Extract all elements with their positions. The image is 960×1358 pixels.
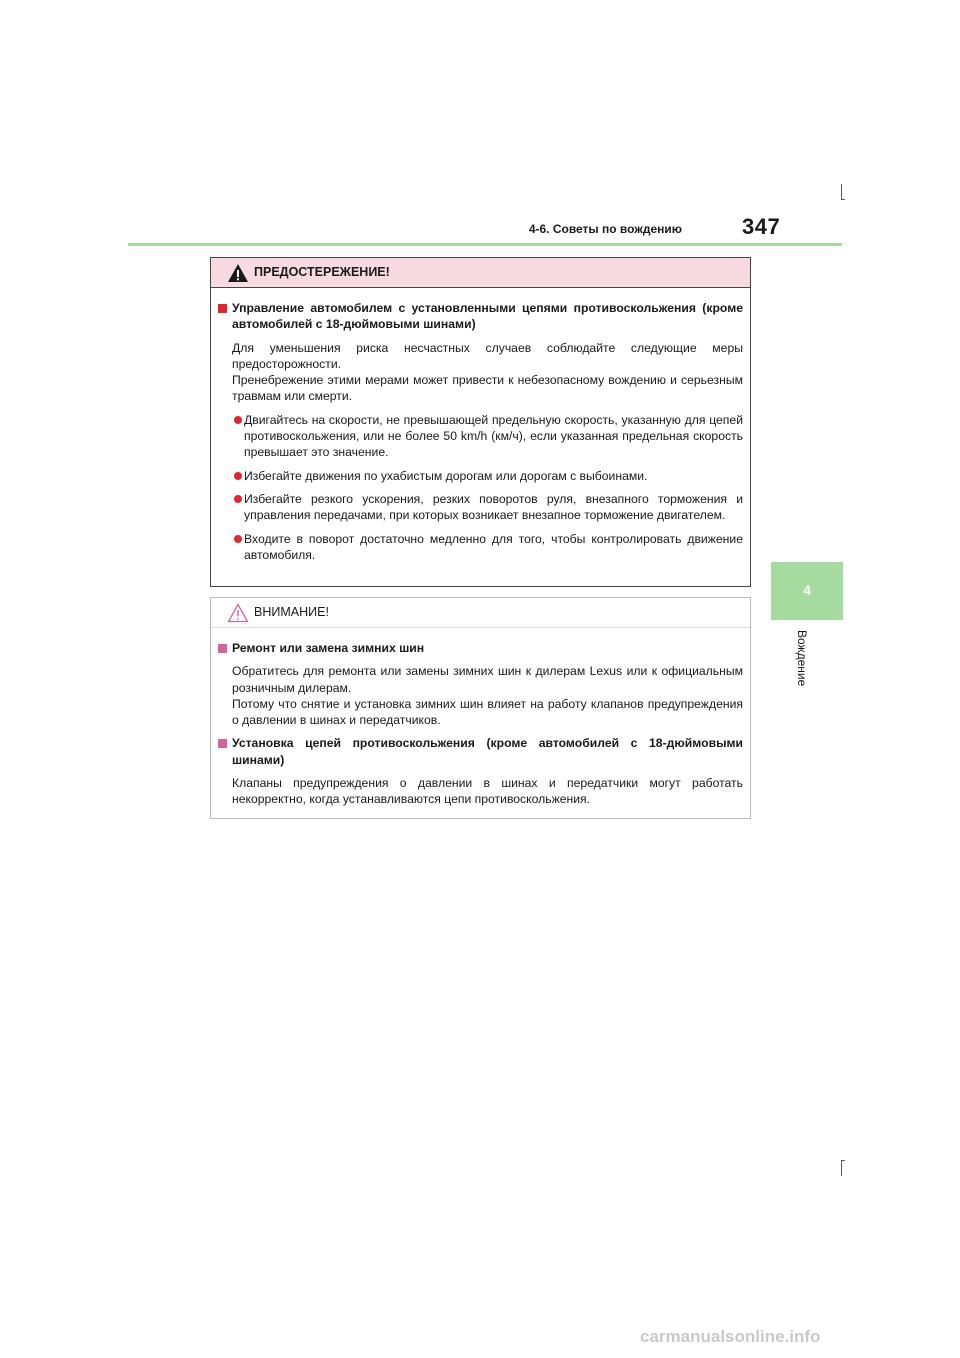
warning-box-body: [211, 288, 750, 563]
warning-bullet: Избегайте движения по ухабистым дорогам или дорогам с выбоинами.: [218, 468, 743, 484]
watermark: carmanualsonline.info: [640, 1327, 821, 1346]
crop-mark: [841, 1160, 845, 1161]
caution-subheading: Ремонт или замена зимних шин: [218, 640, 743, 656]
caution-box-body: [211, 628, 750, 808]
caution-box-header: [211, 598, 750, 628]
page-number: 347: [742, 214, 781, 239]
red-bullet-icon: [234, 535, 242, 543]
red-square-icon: [218, 304, 227, 313]
warning-bullet: Избегайте резкого ускорения, резких поворотов руля, внезапного торможения и управления передачами, при которых возникает внезапное торможение двигателем.: [218, 491, 743, 524]
caution-triangle-icon: [227, 603, 249, 623]
section-title: 4-6. Советы по вождению: [528, 222, 682, 236]
crop-mark: [841, 184, 842, 200]
warning-box-title: ПРЕДОСТЕРЕЖЕНИЕ!: [254, 265, 390, 279]
red-bullet-icon: [234, 416, 242, 424]
chapter-title: Вождение: [795, 630, 809, 687]
warning-subheading: Управление автомобилем с установленными цепями противоскольжения (кроме автомобилей с 18-дюймовыми шинами): [218, 300, 743, 333]
crop-mark: [841, 199, 845, 200]
warning-bullet: Двигайтесь на скорости, не превышающей предельную скорость, указанную для цепей противоскольжения, или не более 50 km/h (км/ч), если указанная предельная скорость превышает это значение.: [218, 412, 743, 461]
pink-square-icon: [218, 644, 227, 653]
warning-box-header: [211, 258, 750, 288]
caution-box-title: ВНИМАНИЕ!: [254, 605, 329, 619]
chapter-tab: [771, 562, 843, 620]
chapter-side-label: [795, 620, 811, 710]
warning-triangle-icon: [227, 263, 249, 283]
warning-bullet: Входите в поворот достаточно медленно для того, чтобы контролировать движение автомобиля.: [218, 531, 743, 564]
red-bullet-icon: [234, 495, 242, 503]
warning-paragraph: Для уменьшения риска несчастных случаев соблюдайте следующие меры предосторожности. Пренебрежение этими мерами может привести к небезопасному вождению и серьезным травмам или смерти.: [232, 340, 743, 404]
header-rule: [128, 243, 842, 246]
crop-mark: [841, 1160, 842, 1176]
caution-paragraph: Обратитесь для ремонта или замены зимних шин к дилерам Lexus или к официальным розничным дилерам. Потому что снятие и установка зимних шин влияет на работу клапанов предупреждения о давлении в шинах и передатчиков.: [232, 664, 743, 728]
chapter-number: 4: [803, 582, 811, 598]
pink-square-icon: [218, 739, 227, 748]
caution-box: [210, 597, 751, 819]
caution-subheading: Установка цепей противоскольжения (кроме автомобилей с 18-дюймовыми шинами): [218, 735, 743, 768]
warning-box: [210, 257, 751, 587]
red-bullet-icon: [234, 472, 242, 480]
caution-paragraph: Клапаны предупреждения о давлении в шинах и передатчики могут работать некорректно, когда устанавливаются цепи противоскольжения.: [232, 776, 743, 807]
